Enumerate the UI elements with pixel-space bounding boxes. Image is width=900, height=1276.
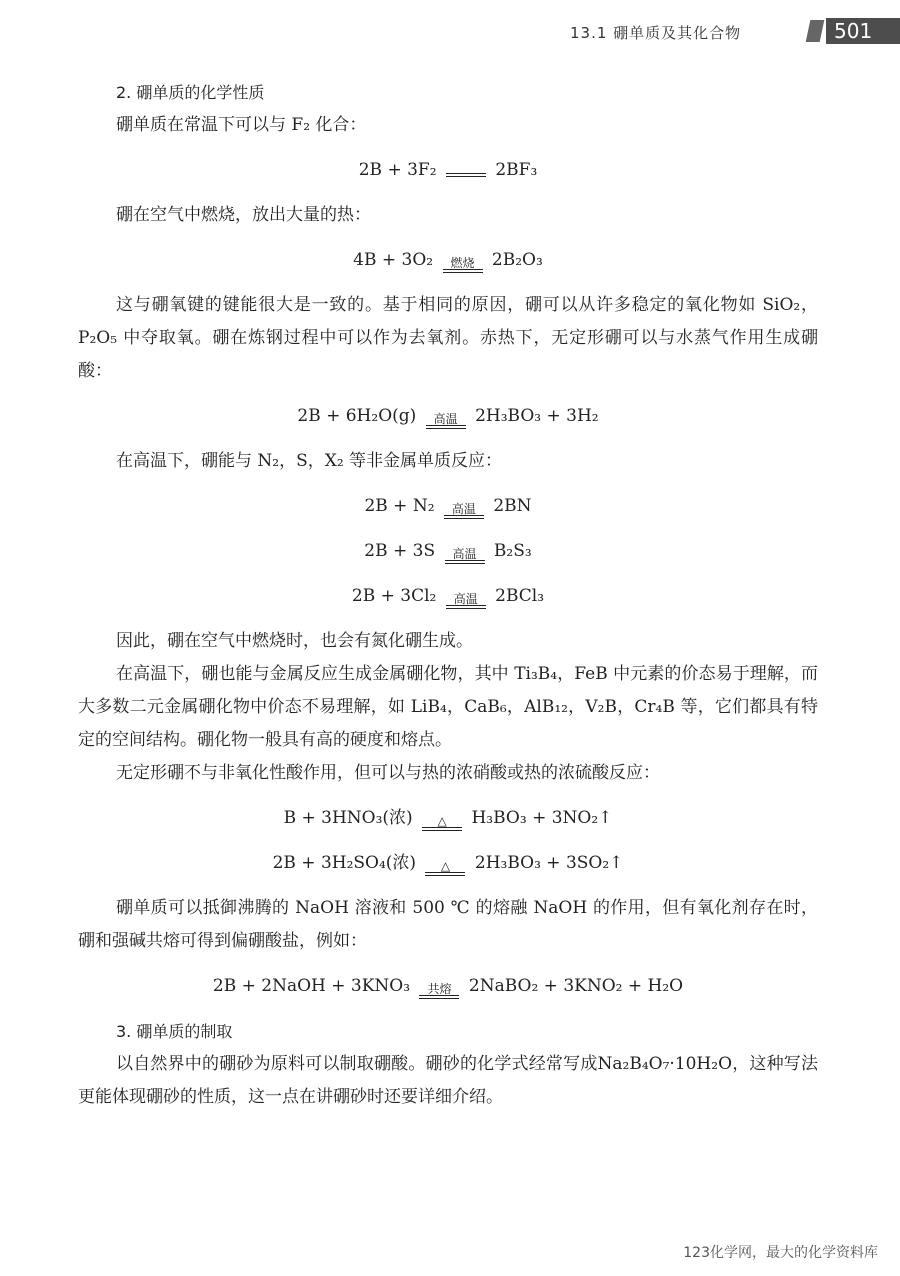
eq-lhs: 2B + 3H₂SO₄(浓) [272,853,417,873]
equation-3 [78,400,818,433]
header-section-title: 13.1 硼单质及其化合物 [570,24,742,42]
equals-sign [426,413,466,429]
eq-condition: 高温 [453,592,478,606]
equation-7 [78,802,818,835]
eq-condition: △ [437,814,447,828]
eq-rhs: B₂S₃ [493,541,532,561]
equation-9 [78,970,818,1003]
eq-condition: 高温 [433,412,458,426]
paragraph: 以自然界中的硼砂为原料可以制取硼酸。硼砂的化学式经常写成Na₂B₄O₇·10H₂O，这种写法更能体现硼砂的性质，这一点在讲硼砂时还要详细介绍。 [78,1054,818,1107]
section-heading: 3. 硼单质的制取 [116,1022,233,1041]
page-body [78,76,818,1114]
eq-lhs: 4B + 3O₂ [353,250,434,270]
equals-sign [422,815,462,831]
eq-rhs: 2BF₃ [495,160,538,180]
eq-lhs: B + 3HNO₃(浓) [283,808,413,828]
eq-condition: 高温 [451,502,476,516]
equation-1 [78,154,818,187]
paragraph: 硼单质在常温下可以与 F₂ 化合： [116,115,367,135]
equals-sign [446,173,486,177]
paragraph: 硼单质可以抵御沸腾的 NaOH 溶液和 500 ℃ 的熔融 NaOH 的作用，但有氧化剂存在时，硼和强碱共熔可得到偏硼酸盐，例如： [78,898,818,951]
eq-condition: 高温 [452,547,477,561]
paragraph: 硼在空气中燃烧，放出大量的热： [116,205,371,225]
equation-8 [78,847,818,880]
paragraph: 这与硼氧键的键能很大是一致的。基于相同的原因，硼可以从许多稳定的氧化物如 SiO₂，P₂O₅ 中夺取氧。硼在炼钢过程中可以作为去氧剂。赤热下，无定形硼可以与水蒸气作用生成硼酸： [78,295,818,381]
eq-rhs: 2H₃BO₃ + 3SO₂↑ [474,853,624,873]
equation-5 [78,535,818,568]
equation-6 [78,580,818,613]
eq-lhs: 2B + 3S [364,541,436,561]
equation-4 [78,490,818,523]
equals-sign [425,860,465,876]
eq-rhs: 2NaBO₂ + 3KNO₂ + H₂O [468,976,684,996]
eq-rhs: 2BCl₃ [495,586,545,606]
eq-rhs: 2H₃BO₃ + 3H₂ [475,406,599,426]
paragraph: 在高温下，硼也能与金属反应生成金属硼化物，其中 Ti₃B₄，FeB 中元素的价态易于理解，而大多数二元金属硼化物中价态不易理解，如 LiB₄，CaB₆，AlB₁₂，V₂B，Cr₄B 等，它们都具有特定的空间结构。硼化物一般具有高的硬度和熔点。 [78,664,818,750]
eq-condition: 共熔 [427,982,452,996]
equals-sign [419,983,459,999]
eq-condition: △ [440,859,451,873]
equals-sign [444,503,484,519]
header-page-number: 501 [826,18,900,44]
eq-rhs: 2B₂O₃ [491,250,543,270]
eq-rhs: H₃BO₃ + 3NO₂↑ [471,808,613,828]
page-header [570,18,900,48]
header-divider [806,20,825,42]
equation-2 [78,244,818,277]
paragraph: 无定形硼不与非氧化性酸作用，但可以与热的浓硝酸或热的浓硫酸反应： [116,763,660,783]
eq-lhs: 2B + 6H₂O(g) [297,406,417,426]
footer-watermark: 123化学网，最大的化学资料库 [683,1245,878,1261]
equals-sign [445,548,485,564]
eq-condition: 燃烧 [450,256,475,270]
eq-rhs: 2BN [493,496,532,516]
eq-lhs: 2B + 3Cl₂ [351,586,437,606]
equals-sign [443,257,483,273]
paragraph: 在高温下，硼能与 N₂，S，X₂ 等非金属单质反应： [116,451,503,471]
equals-sign [446,593,486,609]
paragraph: 因此，硼在空气中燃烧时，也会有氮化硼生成。 [116,631,473,651]
eq-lhs: 2B + N₂ [364,496,435,516]
eq-lhs: 2B + 2NaOH + 3KNO₃ [212,976,411,996]
section-heading: 2. 硼单质的化学性质 [116,83,265,102]
eq-lhs: 2B + 3F₂ [358,160,437,180]
